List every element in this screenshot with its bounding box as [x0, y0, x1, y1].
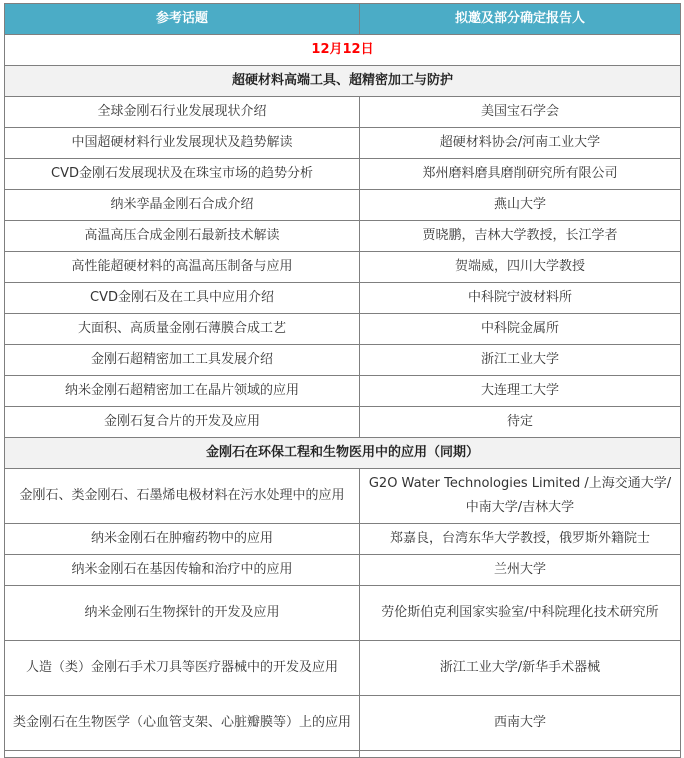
table-row [5, 190, 681, 221]
topic-cell: 中国超硬材料行业发展现状及趋势解读 [5, 128, 360, 159]
table-row [5, 696, 681, 751]
table-row [5, 159, 681, 190]
table-row [5, 641, 681, 696]
topic-cell: 纳米金刚石生物探针的开发及应用 [5, 586, 360, 641]
agenda-table-wrapper [4, 3, 680, 758]
empty-cell [360, 751, 681, 758]
table-row [5, 586, 681, 641]
speaker-cell: 大连理工大学 [360, 376, 681, 407]
table-row [5, 128, 681, 159]
speaker-cell: 浙江工业大学 [360, 345, 681, 376]
topic-cell: 高温高压合成金刚石最新技术解读 [5, 221, 360, 252]
topic-cell: 纳米金刚石在肿瘤药物中的应用 [5, 524, 360, 555]
speaker-cell: 劳伦斯伯克利国家实验室/中科院理化技术研究所 [360, 586, 681, 641]
topic-cell: 纳米金刚石在基因传输和治疗中的应用 [5, 555, 360, 586]
table-row [5, 314, 681, 345]
topic-cell: CVD金刚石及在工具中应用介绍 [5, 283, 360, 314]
speaker-cell: 中科院金属所 [360, 314, 681, 345]
topic-cell: 类金刚石在生物医学（心血管支架、心脏瓣膜等）上的应用 [5, 696, 360, 751]
table-row [5, 283, 681, 314]
topic-cell: 金刚石复合片的开发及应用 [5, 407, 360, 438]
speaker-cell: 郑州磨料磨具磨削研究所有限公司 [360, 159, 681, 190]
speaker-cell: 郑嘉良，台湾东华大学教授，俄罗斯外籍院士 [360, 524, 681, 555]
speaker-cell: 燕山大学 [360, 190, 681, 221]
table-row [5, 221, 681, 252]
topic-cell: 纳米金刚石超精密加工在晶片领域的应用 [5, 376, 360, 407]
empty-cell [5, 751, 360, 758]
table-row [5, 376, 681, 407]
speaker-cell: 兰州大学 [360, 555, 681, 586]
section-title: 超硬材料高端工具、超精密加工与防护 [5, 66, 681, 97]
table-row-empty [5, 751, 681, 758]
speaker-cell: 西南大学 [360, 696, 681, 751]
topic-cell: 纳米孪晶金刚石合成介绍 [5, 190, 360, 221]
speaker-cell: 贺端威，四川大学教授 [360, 252, 681, 283]
table-row [5, 469, 681, 524]
header-speaker: 拟邀及部分确定报告人 [360, 4, 681, 35]
speaker-cell: 美国宝石学会 [360, 97, 681, 128]
speaker-cell: 贾晓鹏，吉林大学教授，长江学者 [360, 221, 681, 252]
section-title-row [5, 66, 681, 97]
table-row [5, 524, 681, 555]
section-title-row [5, 438, 681, 469]
table-row [5, 252, 681, 283]
table-row [5, 555, 681, 586]
speaker-cell: G2O Water Technologies Limited /上海交通大学/中南大学/吉林大学 [360, 469, 681, 524]
topic-cell: 高性能超硬材料的高温高压制备与应用 [5, 252, 360, 283]
date-label: 12月12日 [5, 35, 681, 66]
table-row [5, 345, 681, 376]
topic-cell: 金刚石超精密加工工具发展介绍 [5, 345, 360, 376]
table-row [5, 407, 681, 438]
speaker-cell: 超硬材料协会/河南工业大学 [360, 128, 681, 159]
speaker-cell: 中科院宁波材料所 [360, 283, 681, 314]
table-header-row [5, 4, 681, 35]
topic-cell: 人造（类）金刚石手术刀具等医疗器械中的开发及应用 [5, 641, 360, 696]
topic-cell: 金刚石、类金刚石、石墨烯电极材料在污水处理中的应用 [5, 469, 360, 524]
agenda-table [4, 3, 681, 758]
speaker-cell: 浙江工业大学/新华手术器械 [360, 641, 681, 696]
section-title: 金刚石在环保工程和生物医用中的应用（同期） [5, 438, 681, 469]
speaker-cell: 待定 [360, 407, 681, 438]
topic-cell: 大面积、高质量金刚石薄膜合成工艺 [5, 314, 360, 345]
header-topic: 参考话题 [5, 4, 360, 35]
topic-cell: CVD金刚石发展现状及在珠宝市场的趋势分析 [5, 159, 360, 190]
table-row [5, 97, 681, 128]
topic-cell: 全球金刚石行业发展现状介绍 [5, 97, 360, 128]
date-row [5, 35, 681, 66]
